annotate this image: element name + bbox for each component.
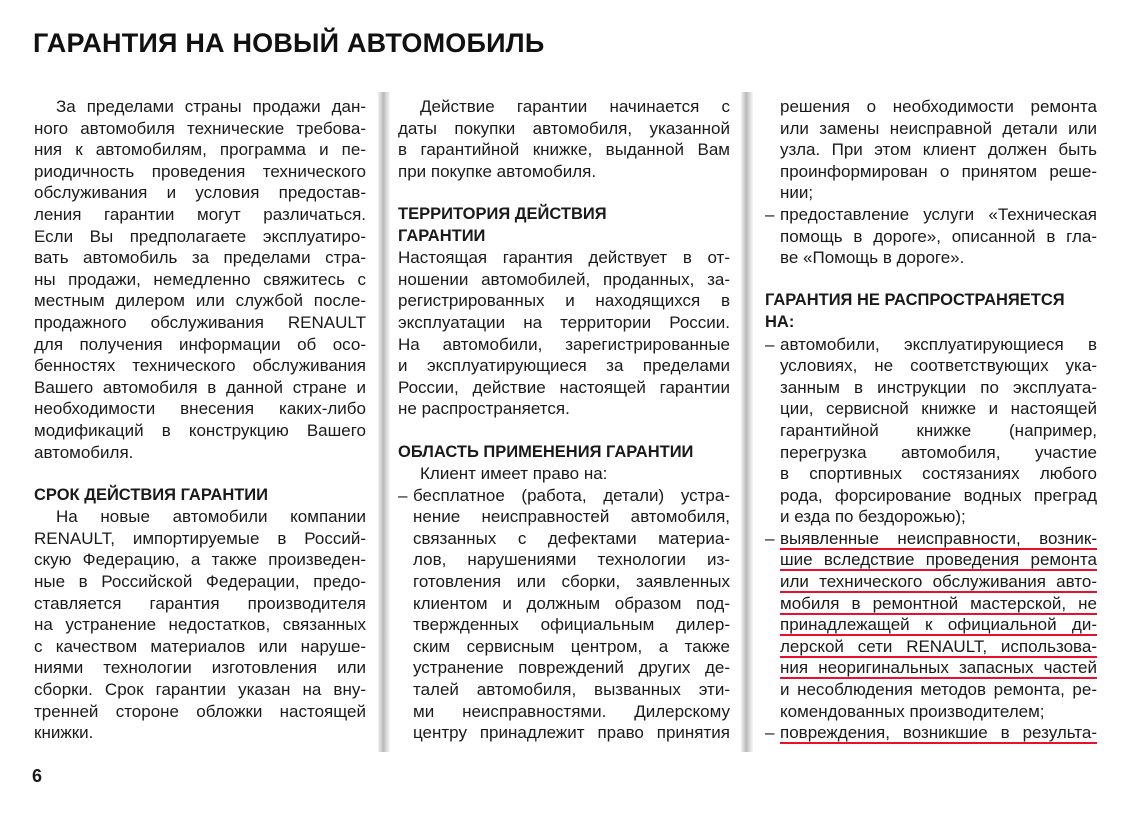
list-item bbox=[398, 485, 730, 507]
text-line: регистрированных и находящихся в bbox=[398, 291, 730, 311]
text-line: занным в инструкции по эксплуата- bbox=[780, 377, 1097, 397]
text-line: на устранение недостатков, связанных bbox=[34, 615, 366, 635]
text-line: ским сервисным центром, а также bbox=[413, 636, 730, 656]
list-item bbox=[765, 204, 1097, 226]
text-line: сборки. Срок гарантии указан на вну- bbox=[34, 680, 366, 700]
text-line: бенностях технического обслуживания bbox=[34, 356, 366, 376]
list-dash: – bbox=[765, 204, 775, 224]
page-title: ГАРАНТИЯ НА НОВЫЙ АВТОМОБИЛЬ bbox=[33, 28, 545, 58]
text-line: За пределами страны продажи дан- bbox=[56, 97, 366, 116]
text-line: ного автомобиля технические требова- bbox=[34, 118, 366, 138]
text-line: Настоящая гарантия действует в от- bbox=[398, 248, 730, 268]
text-line: вать автомобиль за пределами стра- bbox=[34, 248, 366, 268]
text-line: ции, сервисной книжке и настоящей bbox=[780, 399, 1097, 419]
column-divider bbox=[378, 92, 390, 752]
text-line: ния к автомобилям, программа и пе- bbox=[34, 140, 366, 160]
text-line: комендованных производителем; bbox=[780, 701, 1045, 721]
text-line: перегрузка автомобиля, участие bbox=[780, 442, 1097, 462]
text-line: готовления или сборки, заявленных bbox=[413, 572, 730, 592]
underlined-text: выявленные неисправности, возник- bbox=[780, 528, 1097, 548]
text: бесплатное (работа, детали) устра- bbox=[413, 485, 730, 505]
text-line: шие вследствие проведения ремонта bbox=[780, 550, 1097, 570]
text-line: узла. При этом клиент должен быть bbox=[780, 140, 1097, 160]
text-line: устранение повреждений других де- bbox=[413, 658, 730, 678]
text-line: ставляется гарантия производителя bbox=[34, 593, 366, 613]
text-line: в спортивных состязаниях любого bbox=[780, 464, 1097, 484]
text-line: Вашего автомобиля в данной стране и bbox=[34, 377, 366, 397]
section-heading: НА: bbox=[765, 312, 795, 331]
text-line: ния неоригинальных запасных частей bbox=[780, 658, 1097, 678]
text-line: лерской сети RENAULT, использова- bbox=[780, 636, 1097, 656]
column-divider bbox=[741, 92, 753, 752]
list-item-text bbox=[780, 204, 1097, 226]
text-line: продажного обслуживания RENAULT bbox=[34, 312, 366, 332]
section-heading: ГАРАНТИИ bbox=[398, 226, 486, 245]
text-line: при покупке автомобиля. bbox=[398, 161, 597, 181]
text: предоставление услуги «Техническая bbox=[780, 204, 1097, 224]
text-line: или замены неисправной детали или bbox=[780, 118, 1097, 138]
text-line: Клиент имеет право на: bbox=[420, 464, 608, 484]
blank-line bbox=[398, 420, 730, 442]
text-line: твержденных официальным дилер- bbox=[413, 615, 730, 635]
blank-line bbox=[34, 463, 366, 485]
section-heading: ТЕРРИТОРИЯ ДЕЙСТВИЯ bbox=[398, 204, 607, 223]
text-line: нение неисправностей автомобиля, bbox=[413, 507, 730, 527]
list-dash: – bbox=[765, 528, 775, 548]
text-line: даты покупки автомобиля, указанной bbox=[398, 118, 730, 138]
text-line: в гарантийной книжке, выданной Вам bbox=[398, 140, 730, 160]
blank-line bbox=[765, 269, 1097, 291]
text-line: Действие гарантии начинается с bbox=[420, 97, 730, 116]
text-line: тренней стороне обложки настоящей bbox=[34, 701, 366, 721]
text-line: обслуживания и условия предостав- bbox=[34, 183, 366, 203]
text-line: ления гарантии могут различаться. bbox=[34, 204, 366, 224]
text-column-2 bbox=[398, 96, 730, 744]
text-line: ве «Помощь в дороге». bbox=[780, 248, 965, 268]
blank-line bbox=[398, 182, 730, 204]
text-line: и езда по бездорожью); bbox=[780, 507, 966, 527]
list-item bbox=[765, 528, 1097, 550]
text-line: нии; bbox=[780, 183, 814, 203]
text-line: и несоблюдения методов ремонта, ре- bbox=[780, 680, 1097, 700]
section-heading: ОБЛАСТЬ ПРИМЕНЕНИЯ ГАРАНТИИ bbox=[398, 442, 694, 461]
text-line: ные в Российской Федерации, предо- bbox=[34, 572, 366, 592]
text-line: мобиля в ремонтной мастерской, не bbox=[780, 593, 1097, 613]
text: автомобили, эксплуатирующиеся в bbox=[780, 334, 1097, 354]
text-line: На автомобили, зарегистрированные bbox=[398, 334, 730, 354]
text-line: автомобиля. bbox=[34, 442, 134, 462]
text-line: необходимости внесения каких-либо bbox=[34, 399, 366, 419]
list-dash: – bbox=[765, 723, 775, 743]
text-line: книжки. bbox=[34, 723, 94, 743]
text-line: скую Федерацию, а также произведен- bbox=[34, 550, 366, 570]
text-line: условиях, не соответствующих ука- bbox=[780, 356, 1097, 376]
list-item bbox=[765, 722, 1097, 744]
text-line: ниями технологии изготовления или bbox=[34, 658, 366, 678]
text-line: Если Вы предполагаете эксплуатиро- bbox=[34, 226, 366, 246]
text-line: помощь в дороге», описанной в гла- bbox=[780, 226, 1097, 246]
text-line: принадлежащей к официальной ди- bbox=[780, 615, 1097, 635]
list-item bbox=[765, 334, 1097, 356]
text-line: талей автомобиля, вызванных эти- bbox=[413, 680, 730, 700]
text-line: и эксплуатирующиеся за пределами bbox=[398, 356, 730, 376]
list-dash: – bbox=[398, 485, 408, 505]
text-line: клиентом и должным образом под- bbox=[413, 593, 730, 613]
text-line: или технического обслуживания авто- bbox=[780, 572, 1097, 592]
text-line: эксплуатации на территории России. bbox=[398, 312, 730, 332]
text-line: RENAULT, импортируемые в Россий- bbox=[34, 528, 366, 548]
text-column-3 bbox=[765, 96, 1097, 744]
list-item-text bbox=[780, 722, 1097, 744]
text-line: риодичность проведения технического bbox=[34, 161, 366, 181]
list-dash: – bbox=[765, 334, 775, 354]
text-line: ношении автомобилей, проданных, за- bbox=[398, 269, 730, 289]
text-line: ны продажи, немедленно свяжитесь с bbox=[34, 269, 366, 289]
text-line: не распространяется. bbox=[398, 399, 570, 419]
text-line: для получения информации об осо- bbox=[34, 334, 366, 354]
section-heading: ГАРАНТИЯ НЕ РАСПРОСТРАНЯЕТСЯ bbox=[765, 291, 1065, 310]
underlined-text: повреждения, возникшие в результа- bbox=[780, 723, 1097, 743]
text-line: лов, нарушениями технологии из- bbox=[413, 550, 730, 570]
text-line: России, действие настоящей гарантии bbox=[398, 377, 730, 397]
text-line: решения о необходимости ремонта bbox=[780, 97, 1097, 116]
section-heading: СРОК ДЕЙСТВИЯ ГАРАНТИИ bbox=[34, 485, 269, 504]
text-line: рода, форсирование водных преград bbox=[780, 485, 1097, 505]
text-line: связанных с дефектами материа- bbox=[413, 528, 730, 548]
text-line: ми неисправностями. Дилерскому bbox=[413, 701, 730, 721]
text-line: На новые автомобили компании bbox=[56, 507, 366, 527]
list-item-text bbox=[780, 334, 1097, 356]
text-column-1 bbox=[34, 96, 366, 744]
text-line: модификаций в конструкцию Вашего bbox=[34, 420, 366, 440]
text-line: с качеством материалов или наруше- bbox=[34, 636, 366, 656]
text-line: гарантийной книжке (например, bbox=[780, 420, 1097, 440]
list-item-text bbox=[413, 485, 730, 507]
text-line: местным дилером или службой после- bbox=[34, 291, 366, 311]
text-line: проинформирован о принятом реше- bbox=[780, 161, 1097, 181]
text-line: центру принадлежит право принятия bbox=[413, 723, 730, 743]
list-item-text bbox=[780, 528, 1097, 550]
page-number: 6 bbox=[32, 766, 43, 786]
